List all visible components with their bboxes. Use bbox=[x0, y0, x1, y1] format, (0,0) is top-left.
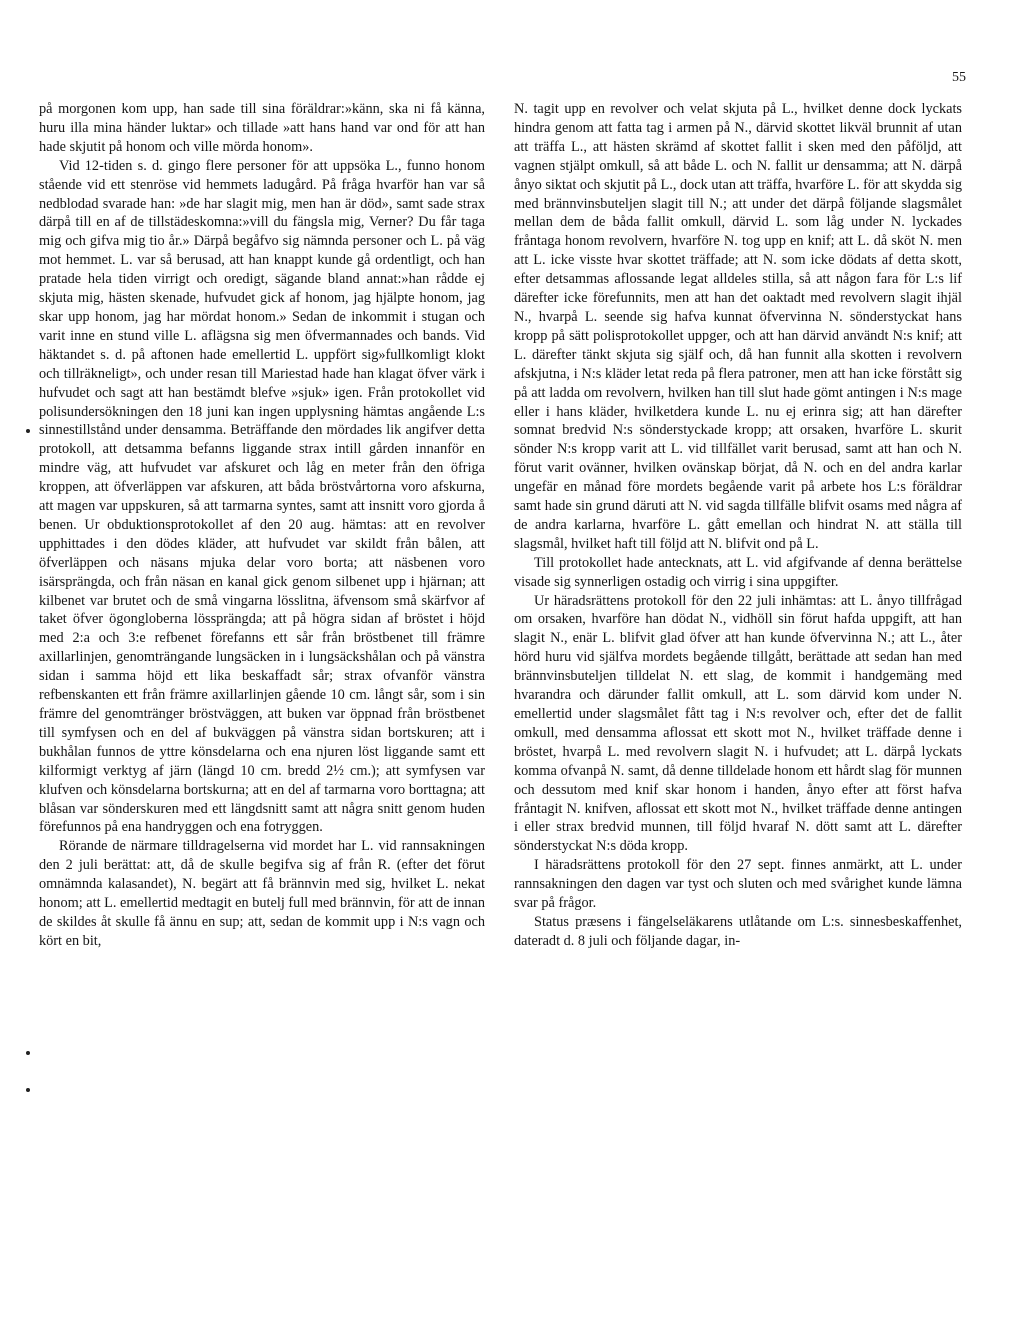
paragraph: N. tagit upp en revolver och velat skjuta på L., hvilket denne dock lyckats hindra genom att fatta tag i armen på N., därvid skottet likväl brunnit af utan att träffa L., att hästen skrämd af skottet fallit i sken med den påföljd, att vagnen stjälpt omkull, så att både L. och N. fallit ur densamma; att N. därpå ånyo siktat och skjutit på L., dock utan att träffa, hvarföre L. för att skydda sig med brännvinsbuteljen slagit till N.; att under det därpå följande slagsmålet mellan dem de båda fallit omkull, därvid L. som låg under N. lyckades fråntaga honom revolvern, hvarföre N. tog upp en knif; att L. då sköt N. men att L. icke visste hvar skottet träffade; att N. som icke dödats af detta skott, efter detsammas aflossande legat alldeles stilla, så att någon fara för L:s lif därefter icke förefunnits, men att han det oaktadt med revolvern slagit ihjäl N., hvarpå L. seende sig hafva kunnat öfvervinna N. sönderstyckat hans kropp på sätt polisprotokollet uppger, och att han därvid användt N:s knif; att L. därefter tänkt skjuta sig själf och, då han funnit alla skotten i revolvern afskjutna, i N:s kläder letat reda på flera patroner, men att han icke förstått sig på att ladda om revolvern, hvilken han till slut hade gömt antingen i N:s mage eller i hans kläder, hvilketdera kunde L. nu ej erinra sig; att han därefter somnat bredvid N:s sönderstyckade kropp; att orsaken, hvarföre L. skurit sönder N:s kropp varit att L. vid tillfället varit berusad, samt att han och N. förut varit ovänner, hvilken ovänskap börjat, då N. och en del andra karlar ungefär en månad före mordets begående varit på arbete hos L:s föräldrar samt hade sin grund däruti att N. vid sagda tillfälle blifvit osams med några af de andra karlarna, hvarföre L. gått emellan och hindrat N. att ställa till slagsmål, hvilket haft till följd att N. blifvit ond på L. bbox=[514, 101, 962, 552]
margin-mark bbox=[26, 1088, 30, 1092]
paragraph: Ur häradsrättens protokoll för den 22 juli inhämtas: att L. ånyo tillfrågad om orsaken, hvarföre han dödat N., vidhöll sin förut hafda uppgift, att han slagit N., enär L. blifvit glad öfver att han kunde öfvervinna N.; att L., åter hörd huru vid själfva mordets begående tillgått, berättade att sedan han med brännvinsbuteljen tilldelat N. ett slag, de kommit i handgemäng med hvarandra och därunder fallit omkull, att L. som därvid kom under N. emellertid under slagsmålet fått tag i N:s revolver och, efter det de fallit omkull, med densamma aflossat ett skott mot N., hvilket träffade denne i bröstet, hvarpå L. med revolvern slagit N. i hufvudet; att L. därpå lyckats komma ofvanpå N. samt, då denne tilldelade honom ett hårdt slag för munnen och dessutom med knif skar honom i handen, ånyo efter att först hafva fråntagit N. knifven, aflossat ett skott mot N., hvilket träffade denne antingen i eller strax bredvid munnen, till följd hvaraf N. dött samt att L. därefter sönderstyckat N:s döda kropp. bbox=[514, 592, 962, 855]
left-column bbox=[39, 100, 485, 951]
margin-mark bbox=[26, 1051, 30, 1055]
paragraph: Status præsens i fängelseläkarens utlåtande om L:s. sinnesbeskaffenhet, dateradt d. 8 juli och följande dagar, in- bbox=[514, 913, 962, 949]
right-column bbox=[514, 100, 962, 951]
margin-mark bbox=[26, 429, 30, 433]
paragraph: på morgonen kom upp, han sade till sina föräldrar:»känn, ska ni få känna, huru illa mina händer luktar» och tillade »att hans hand var ond för att han hade skjutit på honom och ville mörda honom». bbox=[39, 101, 485, 155]
paragraph: Vid 12-tiden s. d. gingo flere personer för att uppsöka L., funno honom stående vid ett stenröse vid hemmets ladugård. På fråga hvarför han var så nedblodad svarade han: »de har slagit mig, men han är död», samt sade strax därpå till en af de tillstädeskomna:»vill du fängsla mig, Verner? Du får taga mig och gifva mig tio år.» Därpå begåfvo sig nämnda personer och L. på väg mot hemmet. L. var så berusad, att han knappt kunde gå ordentligt, och han pratade hela tiden virrigt och oredigt, sägande bland annat:»han rådde ej skjuta mig, hästen skenade, hufvudet gick af honom, jag hjälpte honom, jag skar upp honom, jag har mördat honom.» Sedan de inkommit i stugan och varit inne en stund ville L. aflägsna sig men öfvermannades och bands. Vid häktandet s. d. på aftonen hade emellertid L. uppfört sig»fullkomligt klokt och tillräkneligt», och under resan till Mariestad hade han klagat öfver värk i hufvudet och sagt att han bestämdt blefve »sjuk» igen. Från protokollet vid polisundersökningen den 18 juni kan ingen upplysning hämtas angående L:s sinnestillstånd under densamma. Beträffande den mördades lik angifver detta protokoll, att detsamma befanns liggande strax intill gården innanför en mindre väg, att hufvudet var afskuret och låg en meter från den öfriga kroppen, att öfverläppen var afskuren, att båda bröstvårtorna voro afskurna, att magen var uppskuren, så att tarmarna syntes, samt att insnitt voro gjorda å benen. Ur obduktionsprotokollet af den 20 aug. hämtas: att en revolver upphittades i den dödes kläder, att hufvudet var skildt från bålen, att öfverläppen och näsans mjuka delar voro borta; att näsbenen voro isärsprängda, och från näsan en kanal gick genom silbenet upp i hjärnan; att kilbenet var brutet och de små vingarna lösslitna, äfvensom små skärfvor af taket öfver ögongloberna lössprängda; att på högra sidan af bröstet i höjd med 2:a och 3:e refbenet förefanns ett sår från bröstbenet till främre axillarlinjen, genomträngande lungsäcken in i lungsäckshålan och på vänstra sidan i samma höjd ett lika beskaffadt sår; strax ofvanför vänstra refbenskanten ett från främre axillarlinjen gående 10 cm. långt sår, som i sin främre del genomtränger bröstväggen, att buken var öppnad från bröstbenet till symfysen och en del af bukväggen på vänstra sidan bortskuren; att i bukhålan funnos de yttre könsdelarna och ena njuren löst liggande samt ett kilformigt verktyg af järn (längd 10 cm. bredd 2½ cm.); att symfysen var klufven och könsdelarna bortskurna; att en del af tarmarna voro borttagna; att blåsan var sönderskuren med ett längdsnitt samt att några snitt genom huden förefunnos på ena handryggen och ena fotryggen. bbox=[39, 157, 485, 836]
paragraph: I häradsrättens protokoll för den 27 sept. finnes anmärkt, att L. under rannsakningen den dagen var tyst och sluten och med svårighet kunde lämna svar på frågor. bbox=[514, 857, 962, 912]
paragraph: Till protokollet hade antecknats, att L. vid afgifvande af denna berättelse visade sig synnerligen ostadig och virrig i sina uppgifter. bbox=[514, 554, 962, 590]
paragraph: Rörande de närmare tilldragelserna vid mordet har L. vid rannsakningen den 2 juli berättat: att, då de skulle begifva sig af från R. (efter det förut omnämnda kalasandet), N. begärt att få brännvin med sig, hvilket L. nekat honom; att L. emellertid medtagit en butelj full med brännvin, för att de innan de skildes åt skulle få ännu en sup; att, sedan de kommit upp i N:s vagn och kört en bit, bbox=[39, 838, 485, 949]
page-number: 55 bbox=[952, 70, 966, 85]
